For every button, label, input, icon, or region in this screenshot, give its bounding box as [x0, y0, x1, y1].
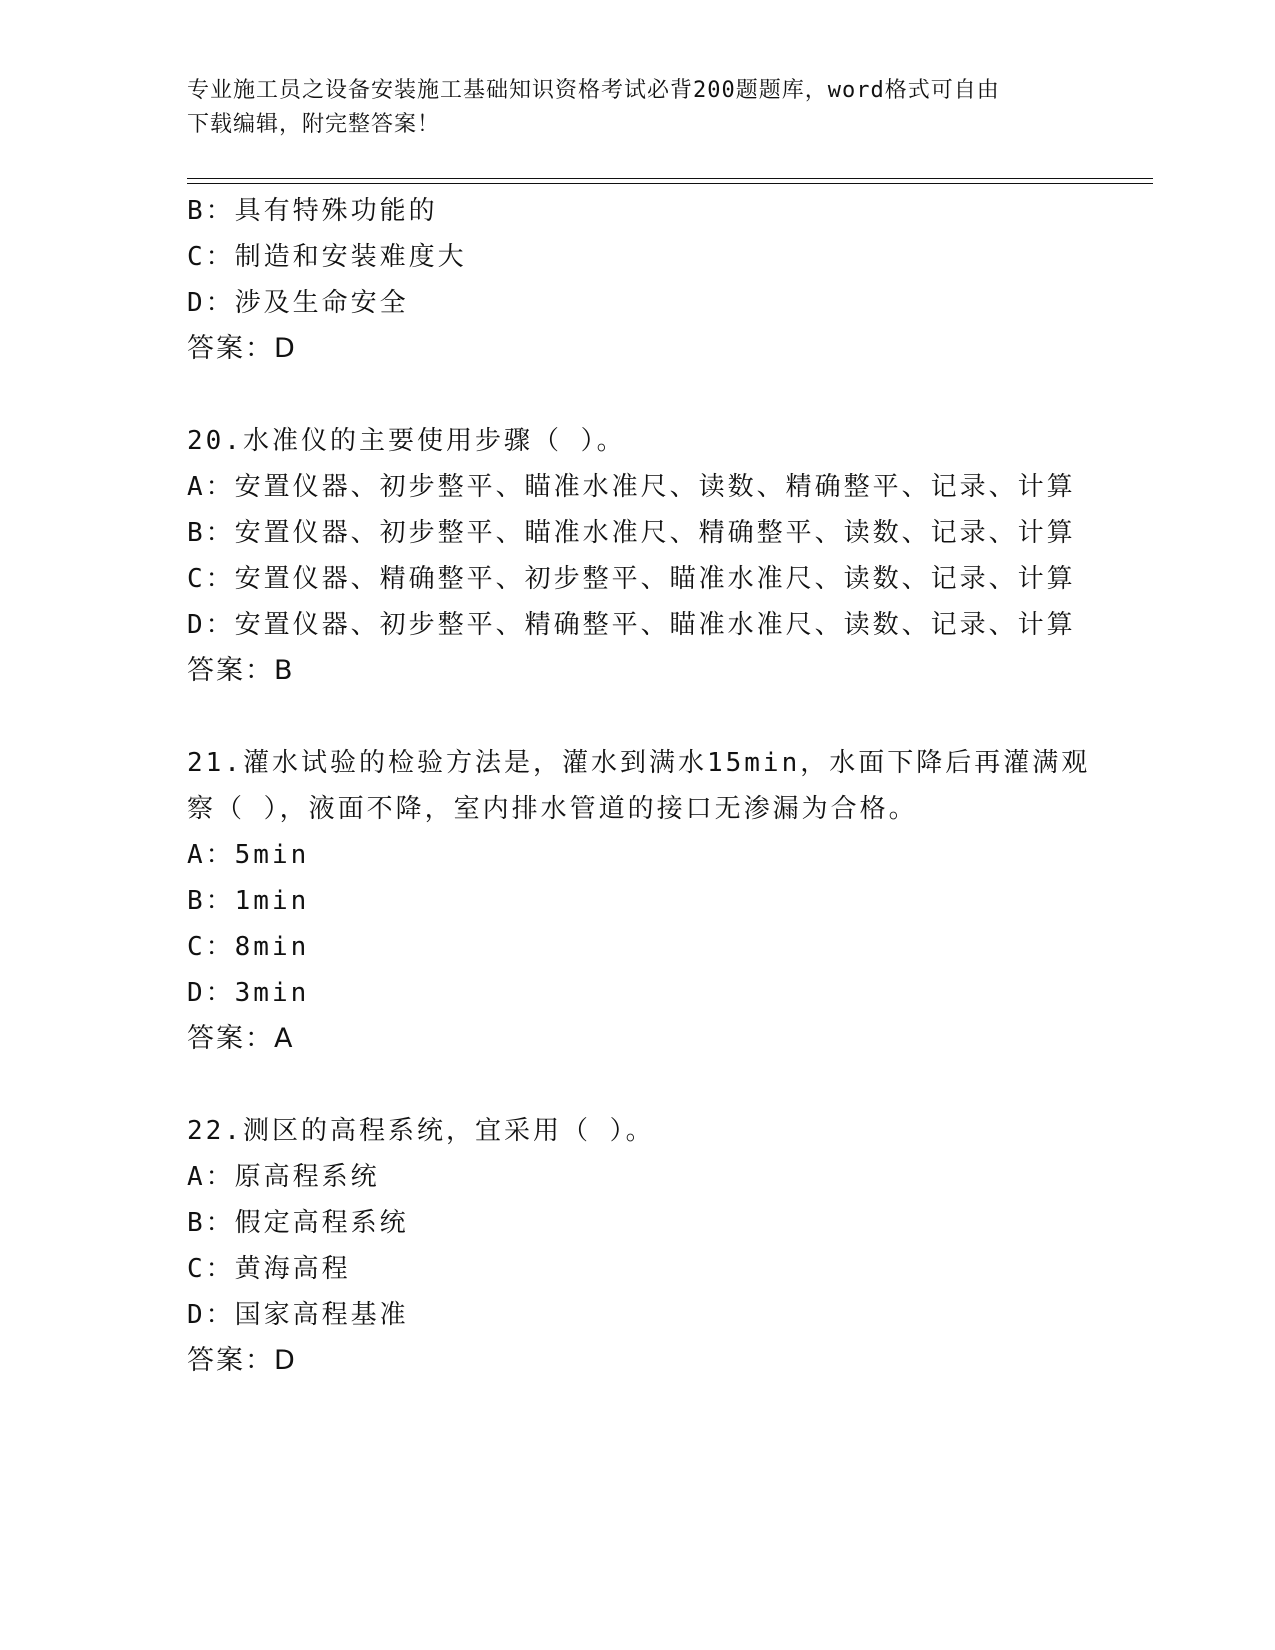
option-c: C：8min — [187, 932, 310, 962]
answer-line: 答案：B — [187, 655, 295, 686]
option-d: D：涉及生命安全 — [187, 288, 409, 318]
spacer — [187, 694, 1087, 740]
question-text: 20.水准仪的主要使用步骤（ ）。 — [187, 426, 626, 456]
option-b: B：安置仪器、初步整平、瞄准水准尺、精确整平、读数、记录、计算 — [187, 518, 1076, 548]
question-19 — [187, 188, 1087, 372]
option-d: D：国家高程基准 — [187, 1300, 409, 1330]
option-d: D：3min — [187, 978, 310, 1008]
question-text-line-2: 察（ ），液面不降，室内排水管道的接口无渗漏为合格。 — [187, 794, 918, 824]
option-d: D：安置仪器、初步整平、精确整平、瞄准水准尺、读数、记录、计算 — [187, 610, 1076, 640]
answer-line: 答案：A — [187, 1023, 295, 1054]
spacer — [187, 372, 1087, 418]
option-c: C：安置仪器、精确整平、初步整平、瞄准水准尺、读数、记录、计算 — [187, 564, 1076, 594]
question-21 — [187, 740, 1091, 1062]
document-header — [187, 74, 1067, 142]
header-line-1: 专业施工员之设备安装施工基础知识资格考试必背200题题库，word格式可自由 — [187, 78, 1000, 103]
option-b: B：假定高程系统 — [187, 1208, 409, 1238]
option-c: C：黄海高程 — [187, 1254, 351, 1284]
header-divider-top — [187, 178, 1153, 179]
header-divider-bottom — [187, 183, 1153, 184]
option-c: C：制造和安装难度大 — [187, 242, 467, 272]
question-list — [187, 188, 1091, 1384]
question-text-line-1: 21.灌水试验的检验方法是，灌水到满水15min，水面下降后再灌满观 — [187, 748, 1091, 778]
question-20 — [187, 418, 1087, 694]
spacer — [187, 1062, 1087, 1108]
question-22 — [187, 1108, 1087, 1384]
option-a: A：安置仪器、初步整平、瞄准水准尺、读数、精确整平、记录、计算 — [187, 472, 1076, 502]
question-text: 22.测区的高程系统，宜采用（ ）。 — [187, 1116, 655, 1146]
option-a: A：原高程系统 — [187, 1162, 380, 1192]
header-line-2: 下载编辑，附完整答案！ — [187, 112, 441, 137]
option-b: B：1min — [187, 886, 310, 916]
answer-line: 答案：D — [187, 1345, 297, 1376]
answer-line: 答案：D — [187, 333, 297, 364]
option-a: A：5min — [187, 840, 310, 870]
option-b: B：具有特殊功能的 — [187, 196, 438, 226]
